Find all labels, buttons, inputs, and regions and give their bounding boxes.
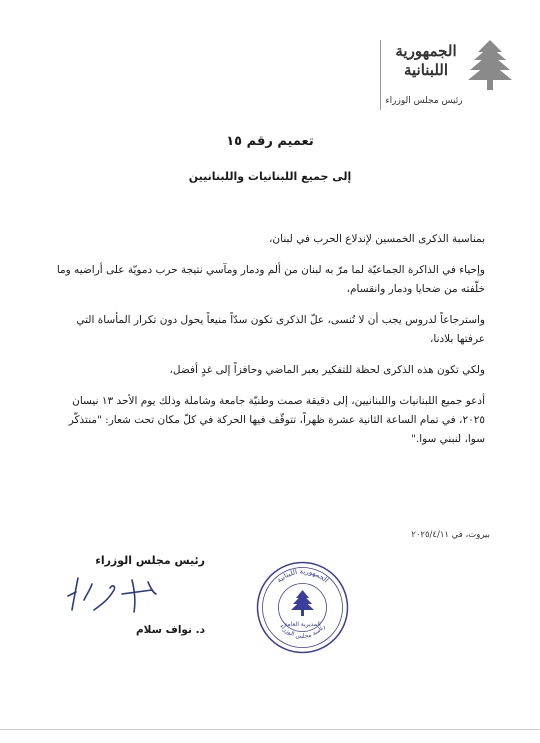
circular-addressee: إلى جميع اللبنانيات واللبنانيين bbox=[188, 170, 352, 183]
bottom-border bbox=[0, 729, 540, 730]
circular-title: تعميم رقم ١٥ bbox=[226, 134, 314, 149]
cedar-tree-logo bbox=[466, 38, 514, 94]
paragraph: وإحياء في الذاكرة الجماعيّة لما مرّ به لبنان من ألم ودمار ومآسي نتيجة حرب دمويّة على أراضيه وما خلّفته من ضحايا ودمار وانقسام، bbox=[56, 264, 485, 295]
header-divider bbox=[380, 40, 381, 110]
date-line: بيروت، في ٢٠٢٥/٤/١١ bbox=[411, 530, 490, 540]
republic-emblem-text: الجمهورية اللبنانية bbox=[395, 42, 457, 79]
paragraph: ولكي تكون هذه الذكرى لحظة للتفكير بعبر الماضي وحافزاً إلى غدٍ أفضل، bbox=[169, 364, 485, 376]
signatory-title: رئيس مجلس الوزراء bbox=[95, 554, 205, 567]
stamp-inner-text: رئاسة مجلس الوزراء bbox=[278, 623, 327, 640]
svg-text:الجمهورية اللبنانية bbox=[275, 567, 330, 584]
official-seal-stamp bbox=[255, 560, 350, 655]
handwritten-signature bbox=[62, 570, 172, 620]
signatory-name: د. نواف سلام bbox=[135, 624, 205, 636]
circular-body bbox=[55, 230, 485, 461]
paragraph: واسترجاعاً لدروس يجب أن لا تُنسى، علّ الذكرى تكون سدّاً منيعاً يحول دون تكرار المأساة التي عرفتها بلادنا، bbox=[76, 314, 485, 345]
stamp-outer-text: الجمهورية اللبنانية bbox=[275, 567, 330, 585]
paragraph: بمناسبة الذكرى الخمسين لإندلاع الحرب في لبنان، bbox=[269, 233, 485, 245]
stamp-bottom-text: المديرية العامة bbox=[284, 621, 321, 628]
paragraph: أدعو جميع اللبنانيات واللبنانيين، إلى دقيقة صمت وطنيّة جامعة وشاملة وذلك يوم الأحد ١٣ نيسان ٢٠٢٥، في تمام الساعة الثانية عشرة ظهراً، تتوقّف فيها الحركة في كلّ مكان تحت شعار: "منتذكّر سوا، لنبني سوا." bbox=[68, 395, 485, 445]
office-subtitle: رئيس مجلس الوزراء bbox=[385, 96, 463, 106]
